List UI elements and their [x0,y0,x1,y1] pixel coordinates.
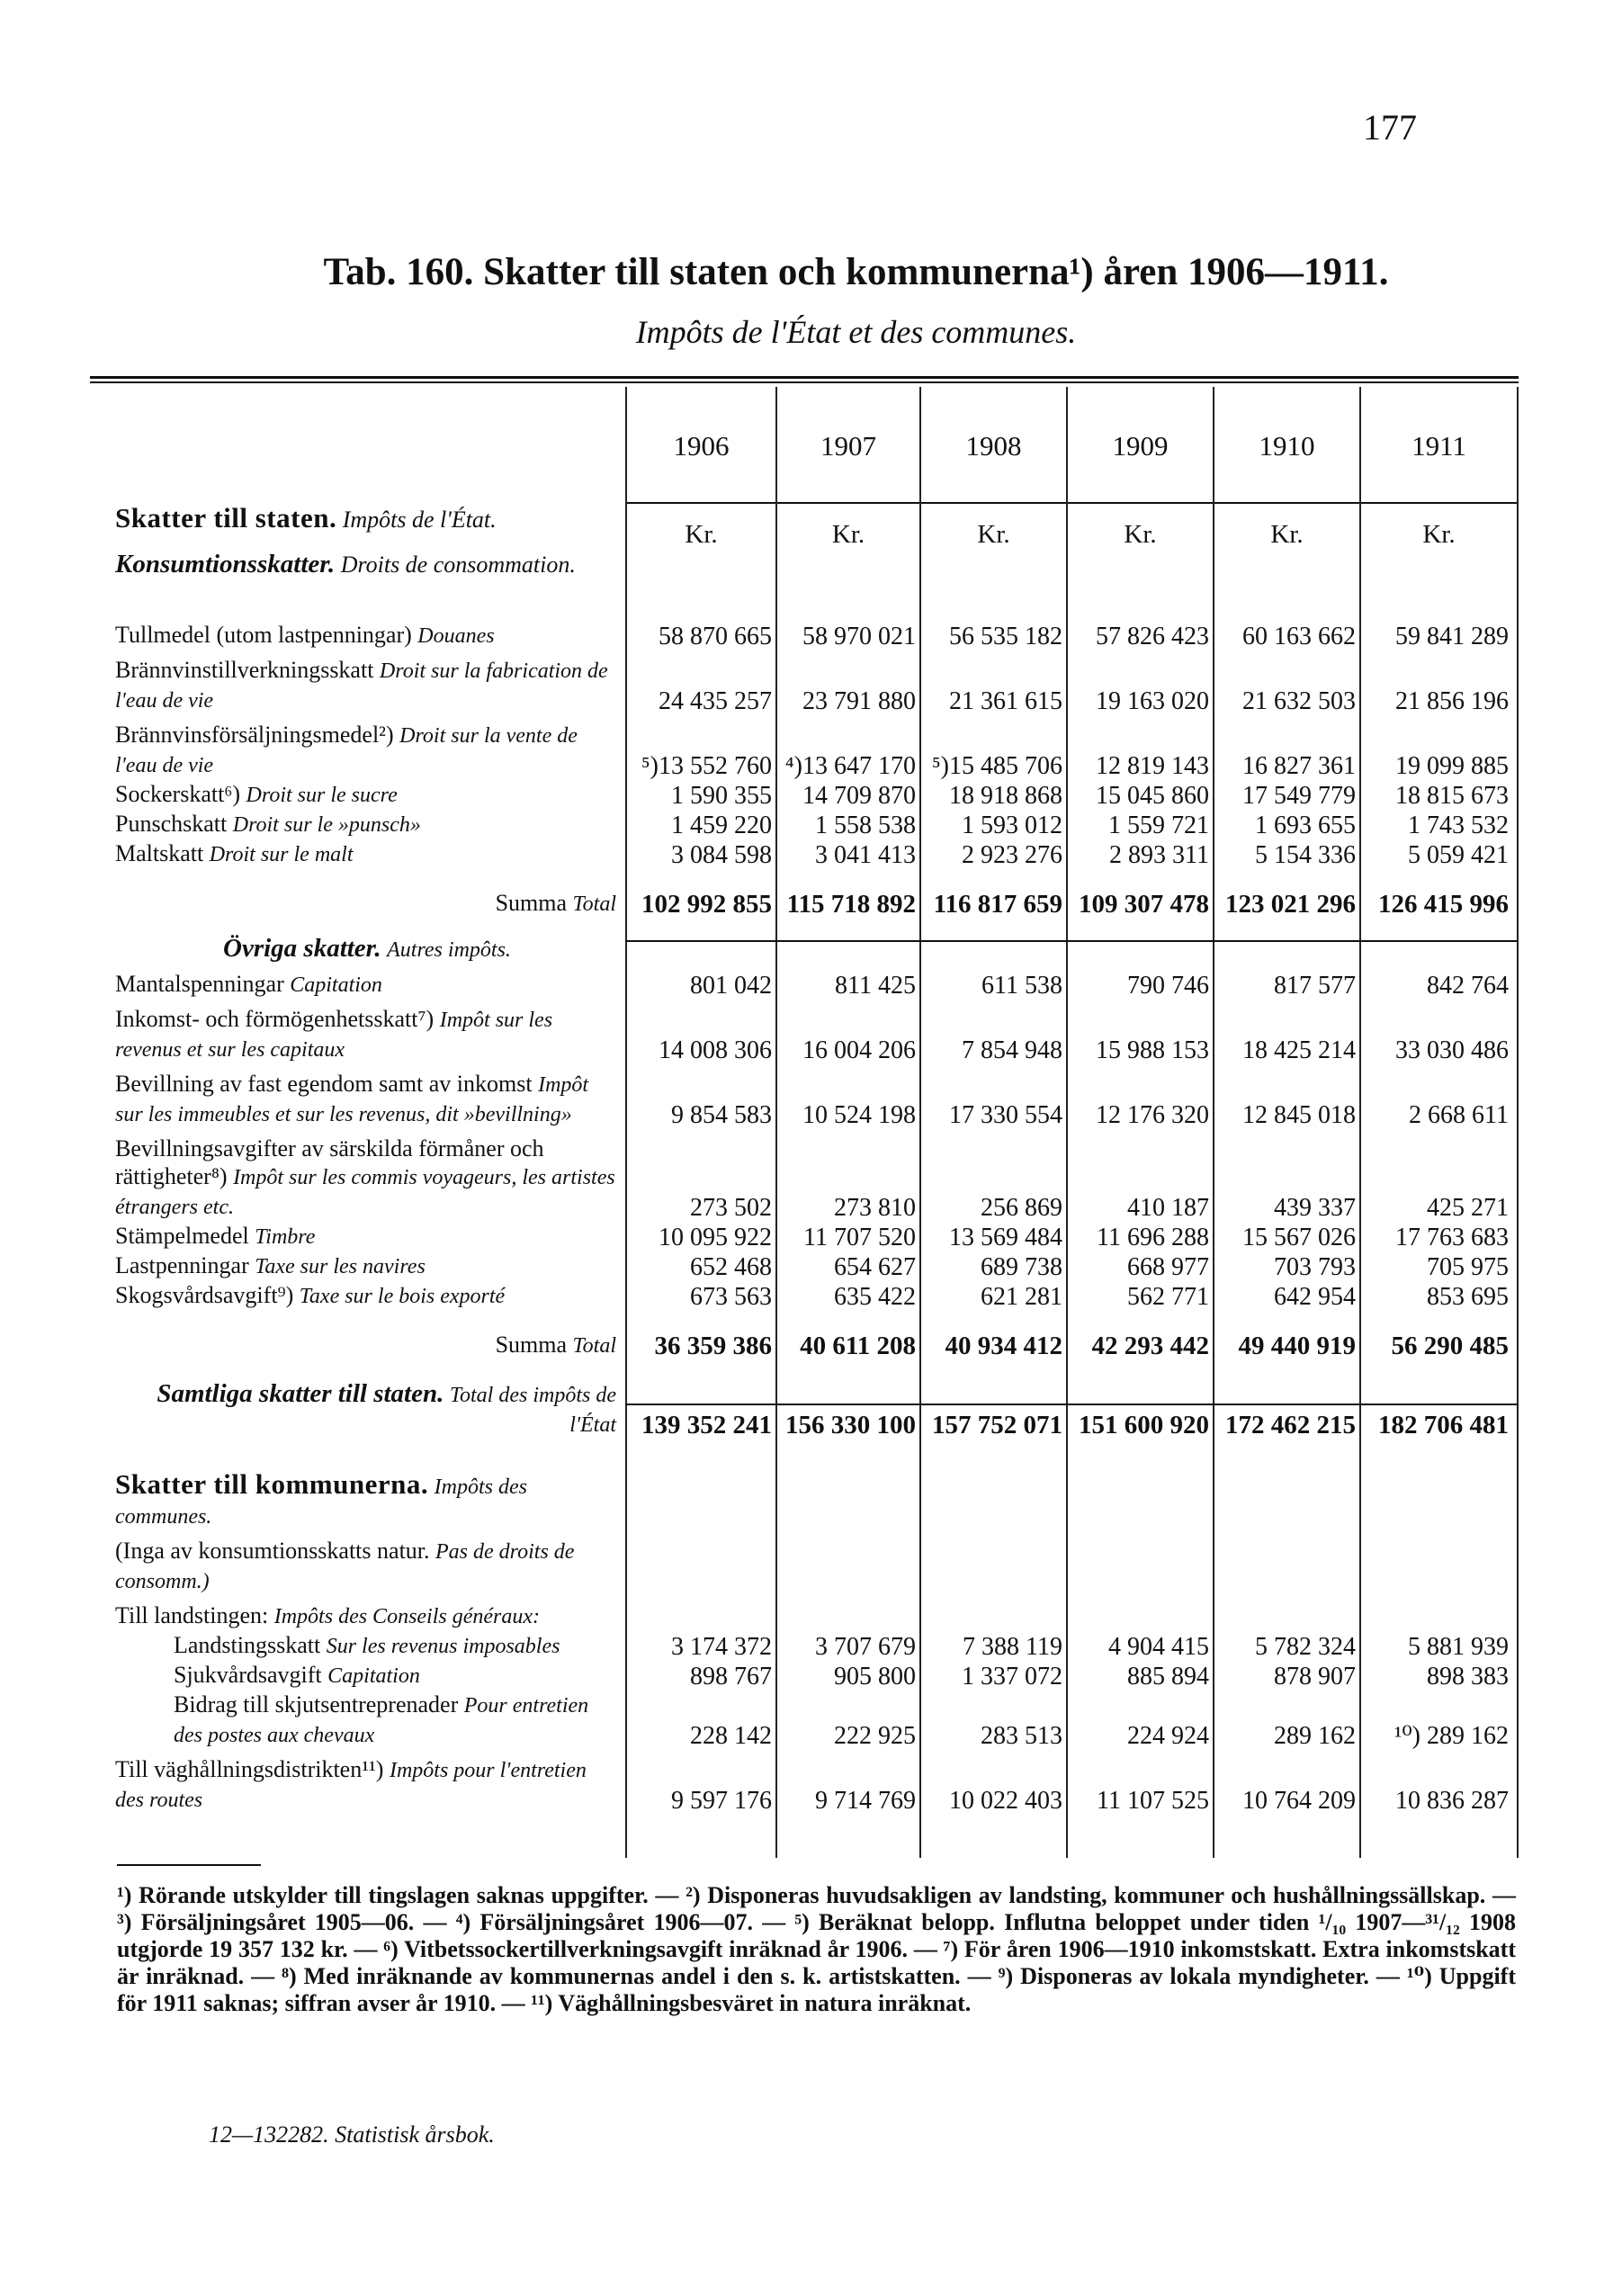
year-header: 1907 [820,430,876,462]
section-staten: Skatter till staten. Impôts de l'État. [115,502,497,534]
year-header: 1906 [673,430,730,462]
section-landsting: Till landstingen: Impôts des Conseils généraux: [115,1602,541,1628]
table-row: Skogsvårdsavgift⁹) Taxe sur le bois exporté 673 563 635 422 621 281 562 771 642 954 853 695 [115,1282,1509,1311]
unit-label: Kr. [977,520,1010,549]
unit-label: Kr. [685,520,718,549]
table-row: Tullmedel (utom lastpenningar) Douanes 58 870 665 58 970 021 56 535 182 57 826 423 60 163 662 59 841 289 [115,622,1509,650]
year-header: 1909 [1112,430,1169,462]
section-kommuner: Skatter till kommunerna. Impôts des communes. [115,1468,527,1529]
sum-rule [625,1404,1519,1405]
table-row: Lastpenningar Taxe sur les navires 652 468 654 627 689 738 668 977 703 793 705 975 [115,1252,1509,1281]
samtliga-row: Samtliga skatter till staten. Total des impôts de l'État 139 352 241 156 330 100 157 752 071 151 600 920 172 462 215 182 706 481 [157,1379,1509,1439]
section-inga: (Inga av konsumtionsskatts natur. Pas de droits de consomm.) [115,1538,575,1593]
unit-label: Kr. [1124,520,1157,549]
table-row: Brännvinstillverkningsskatt Droit sur la fabrication de l'eau de vie 24 435 257 23 791 880 21 361 615 19 163 020 21 632 503 21 856 196 [115,657,1509,715]
table-row: Bidrag till skjutsentreprenader Pour entretien des postes aux chevaux 228 142 222 925 283 513 224 924 289 162 ¹⁰) 289 162 [174,1691,1509,1750]
table-title: Tab. 160. Skatter till staten och kommunerna¹) åren 1906—1911. [323,251,1389,293]
year-header: 1911 [1411,430,1466,462]
table-row: Brännvinsförsäljningsmedel²) Droit sur la vente de l'eau de vie ⁵)13 552 760 ⁴)13 647 170 ⁵)15 485 706 12 819 143 16 827 361 19 099 885 [115,722,1509,780]
unit-label: Kr. [1270,520,1304,549]
table-row: Landstingsskatt Sur les revenus imposables 3 174 372 3 707 679 7 388 119 4 904 415 5 782 324 5 881 939 [174,1632,1509,1661]
unit-label: Kr. [1422,520,1456,549]
table-row: Mantalspenningar Capitation 801 042 811 425 611 538 790 746 817 577 842 764 [115,971,1509,1000]
section-konsumtion: Konsumtionsskatter. Droits de consommation. [115,550,576,578]
table-row: Till väghållningsdistrikten¹¹) Impôts pour l'entretien des routes 9 597 176 9 714 769 10 022 403 11 107 525 10 764 209 10 836 287 [115,1756,1509,1815]
table-row: Sjukvårdsavgift Capitation 898 767 905 800 1 337 072 885 894 878 907 898 383 [174,1662,1509,1691]
footnotes: ¹) Rörande utskylder till tingslagen saknas uppgifter. — ²) Disponeras huvudsakligen av landsting, kommuner och hushållningssällskap. — ³) Försäljningsåret 1905—06. — ⁴) Försäljningsåret 1906—07. — ⁵) Beräknat belopp. Influtna beloppet under tiden ¹/₁₀ 1907—³¹/₁₂ 1908 utgjorde 19 357 132 kr. — ⁶) Vitbetssockertillverkningsavgift inräknad år 1906. — ⁷) För åren 1906—1910 inkomstskatt. Extra inkomstskatt är inräknad. — ⁸) Med inräknande av kommunernas andel i den s. k. artistskatten. — ⁹) Disponeras av lokala myndigheter. — ¹⁰) Uppgift för 1911 saknas; siffran avser år 1910. — ¹¹) Väghållningsbesväret in natura inräknat. [117,1882,1516,2016]
table-subtitle: Impôts de l'État et des communes. [635,314,1077,350]
top-rule [90,376,1519,379]
table-row: Stämpelmedel Timbre 10 095 922 11 707 520 13 569 484 11 696 288 15 567 026 17 763 683 [115,1223,1509,1251]
footnote-rule [117,1864,261,1866]
imprint: 12—132282. Statistisk årsbok. [209,2121,495,2148]
year-header: 1910 [1259,430,1315,462]
summa-row: Summa Total 102 992 855 115 718 892 116 817 659 109 307 478 123 021 296 126 415 996 [495,890,1509,919]
top-rule-2 [90,381,1519,383]
table-row: Maltskatt Droit sur le malt 3 084 598 3 041 413 2 923 276 2 893 311 5 154 336 5 059 421 [115,840,1509,869]
page-number: 177 [1363,107,1417,148]
summa-row: Summa Total 36 359 386 40 611 208 40 934 412 42 293 442 49 440 919 56 290 485 [495,1332,1509,1360]
table-row: Bevillning av fast egendom samt av inkomst Impôt sur les immeubles et sur les revenus, dit »bevillning» 9 854 583 10 524 198 17 330 554 12 176 320 12 845 018 2 668 611 [115,1071,1509,1129]
table-row: Inkomst- och förmögenhetsskatt⁷) Impôt sur les revenus et sur les capitaux 14 008 306 16 004 206 7 854 948 15 988 153 18 425 214 33 030 486 [115,1006,1509,1064]
table-body [90,621,1519,1815]
sum-rule [625,940,1519,942]
section-ovriga: Övriga skatter. Autres impôts. [223,934,511,963]
year-header: 1908 [965,430,1022,462]
unit-label: Kr. [831,520,865,549]
table-row: Punschskatt Droit sur le »punsch» 1 459 220 1 558 538 1 593 012 1 559 721 1 693 655 1 743 532 [115,811,1509,839]
table-row: Bevillningsavgifter av särskilda förmåner och rättigheter⁸) Impôt sur les commis voyageurs, les artistes étrangers etc. 273 502 273 810 256 869 410 187 439 337 425 271 [115,1135,1509,1222]
table-row: Sockerskatt⁶) Droit sur le sucre 1 590 355 14 709 870 18 918 868 15 045 860 17 549 779 18 815 673 [115,781,1509,810]
header-rule [625,502,1519,504]
